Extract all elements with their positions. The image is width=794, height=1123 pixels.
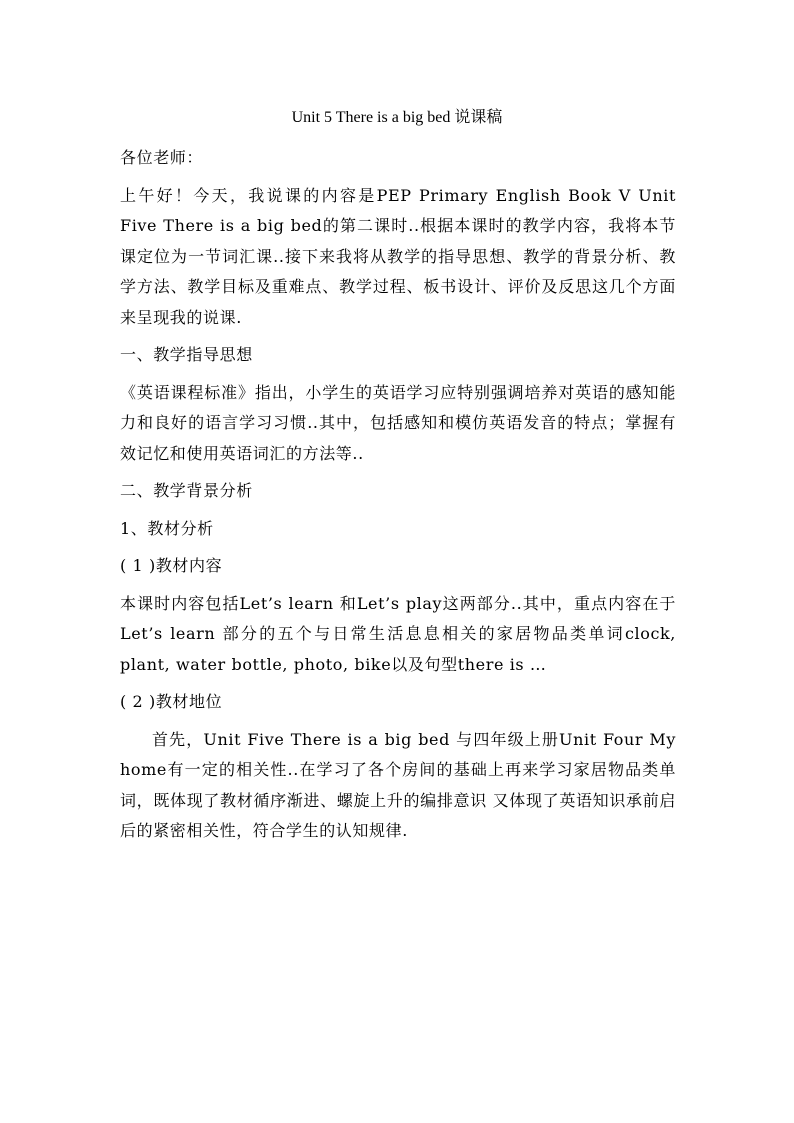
- greeting-paragraph: 各位老师：: [120, 148, 204, 167]
- document-title: Unit 5 There is a big bed 说课稿: [291, 109, 503, 126]
- document-body: [120, 143, 676, 854]
- section-heading-background-analysis: 二、教学背景分析: [120, 481, 253, 500]
- guiding-ideology-paragraph: 《英语课程标准》指出，小学生的英语学习应特别强调培养对英语的感知能力和良好的语言学习习惯..其中，包括感知和模仿英语发音的特点；掌握有效记忆和使用英语词汇的方法等..: [120, 382, 676, 463]
- subheading-textbook-position: ( 2 )教材地位: [120, 692, 223, 711]
- textbook-position-paragraph: 首先，Unit Five There is a big bed 与四年级上册Unit Four My home有一定的相关性..在学习了各个房间的基础上再来学习家居物品类单词，既体现了教材循序渐进、螺旋上升的编排意识 又体现了英语知识承前启后的紧密相关性，符合学生的认知规律.: [120, 729, 676, 840]
- textbook-content-paragraph: 本课时内容包括Let’s learn 和Let’s play这两部分..其中，重点内容在于Let’s learn 部分的五个与日常生活息息相关的家居物品类单词clock, plant, water bottle, photo, bike以及句型there is …: [120, 593, 676, 674]
- section-heading-guiding-ideology: 一、教学指导思想: [120, 345, 253, 364]
- subheading-textbook-content: ( 1 )教材内容: [120, 556, 223, 575]
- intro-paragraph: 上午好！今天，我说课的内容是PEP Primary English Book V Unit Five There is a big bed的第二课时..根据本课时的教学内容，我将本节课定位为一节词汇课..接下来我将从教学的指导思想、教学的背景分析、教学方法、教学目标及重难点、教学过程、板书设计、评价及反思这几个方面来呈现我的说课.: [120, 185, 676, 327]
- subheading-textbook-analysis: 1、教材分析: [120, 518, 214, 538]
